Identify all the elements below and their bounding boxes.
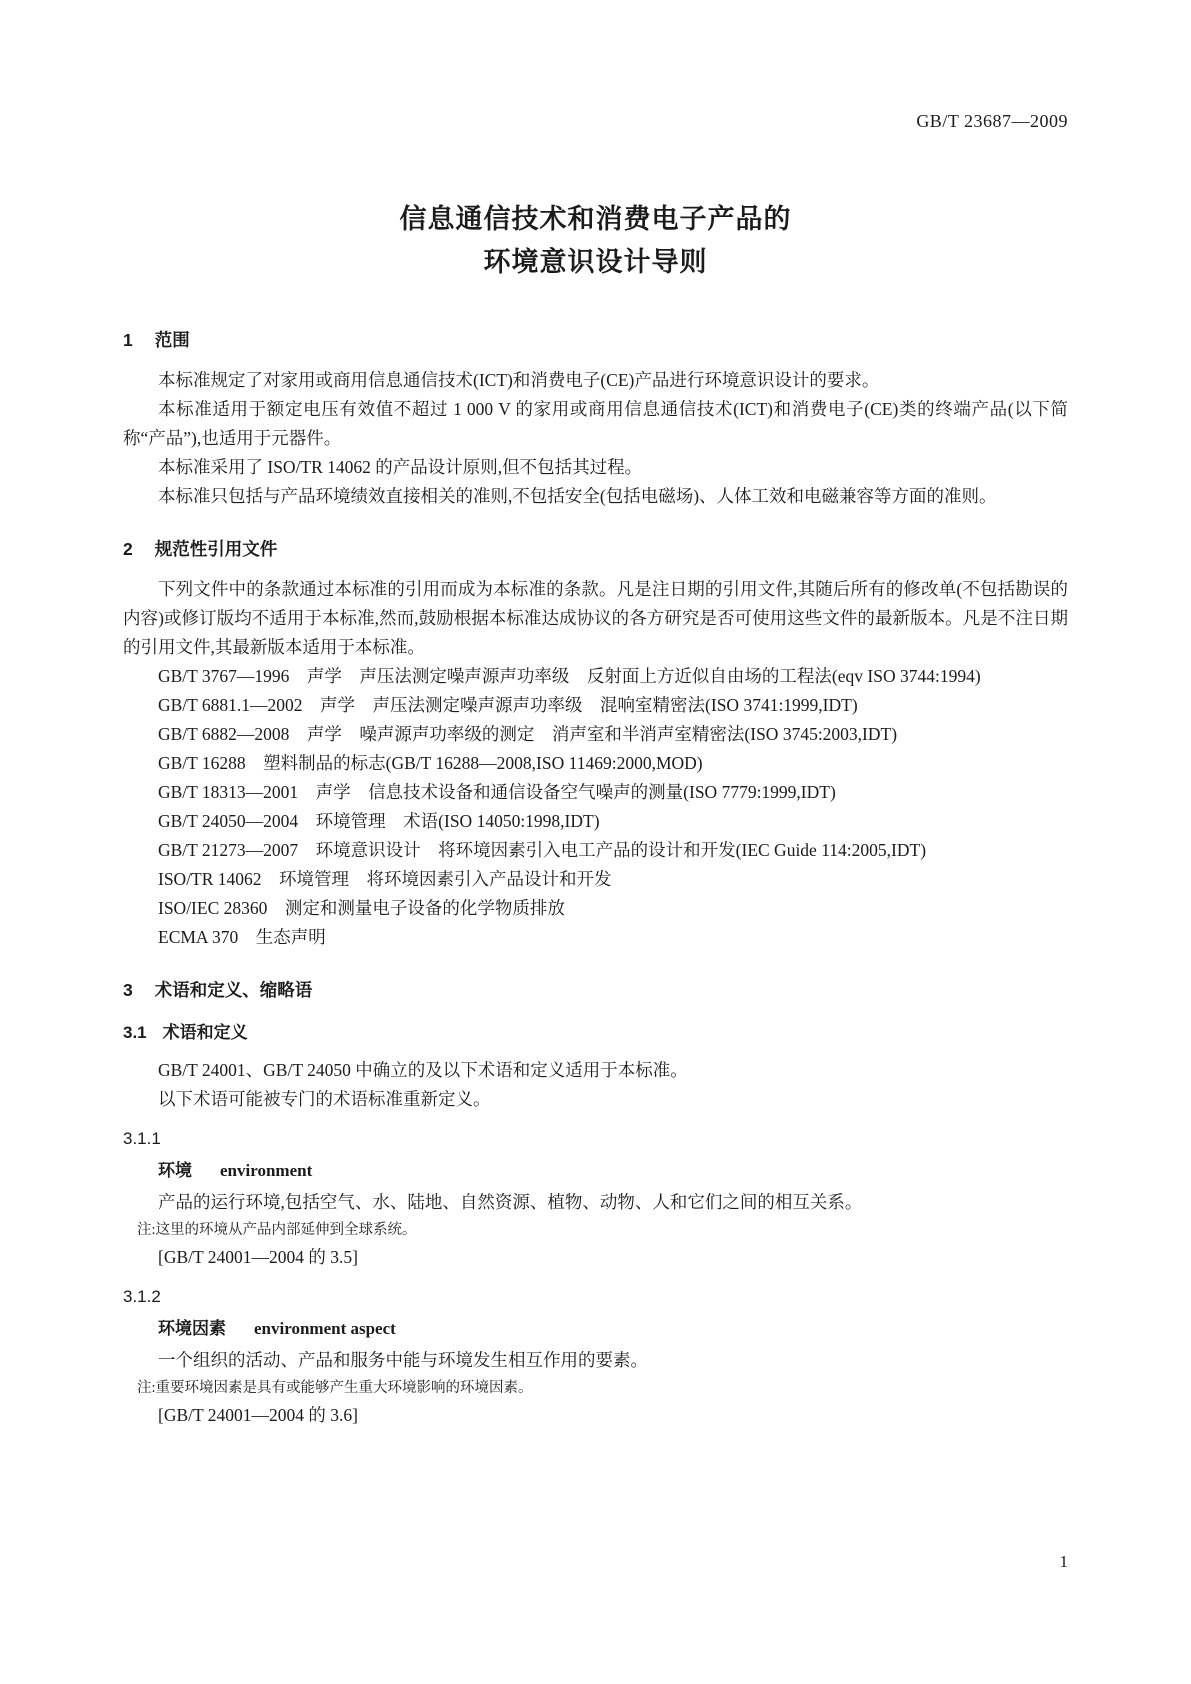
section-1-paragraph: 本标准规定了对家用或商用信息通信技术(ICT)和消费电子(CE)产品进行环境意识设计的要求。 (158, 370, 880, 390)
term-block (123, 1286, 1068, 1430)
section-3-1-number: 3.1 (123, 1023, 147, 1042)
term-title (123, 1316, 1068, 1342)
reference-item: ISO/TR 14062 环境管理 将环境因素引入产品设计和开发 (158, 869, 612, 889)
term-definition: 一个组织的活动、产品和服务中能与环境发生相互作用的要素。 (158, 1350, 648, 1370)
reference-item: GB/T 24050—2004 环境管理 术语(ISO 14050:1998,IDT) (158, 811, 600, 831)
section-2-heading (123, 537, 1068, 561)
doc-title-line2: 环境意识设计导则 (483, 247, 708, 277)
reference-item: ISO/IEC 28360 测定和测量电子设备的化学物质排放 (158, 898, 565, 918)
reference-item: GB/T 18313—2001 声学 信息技术设备和通信设备空气噪声的测量(ISO 7779:1999,IDT) (158, 782, 836, 802)
section-2-number: 2 (123, 539, 133, 559)
section-3-1-paragraph: 以下术语可能被专门的术语标准重新定义。 (158, 1089, 491, 1109)
section-2-title: 规范性引用文件 (154, 539, 278, 559)
section-2-intro: 下列文件中的条款通过本标准的引用而成为本标准的条款。凡是注日期的引用文件,其随后所有的修改单(不包括勘误的内容)或修订版均不适用于本标准,然而,鼓励根据本标准达成协议的各方研究是否可使用这些文件的最新版本。凡是不注日期的引用文件,其最新版本适用于本标准。 (123, 579, 1068, 657)
section-3-title: 术语和定义、缩略语 (154, 980, 313, 1000)
term-note: 注:重要环境因素是具有或能够产生重大环境影响的环境因素。 (137, 1380, 533, 1396)
reference-item: ECMA 370 生态声明 (158, 927, 326, 947)
term-number: 3.1.1 (123, 1129, 161, 1148)
section-1-heading (123, 328, 1068, 352)
term-title-en: environment (220, 1161, 313, 1180)
term-note: 注:这里的环境从产品内部延伸到全球系统。 (137, 1222, 417, 1238)
term-block (123, 1128, 1068, 1272)
doc-code: GB/T 23687—2009 (916, 111, 1068, 131)
section-1-paragraph: 本标准只包括与产品环境绩效直接相关的准则,不包括安全(包括电磁场)、人体工效和电磁兼容等方面的准则。 (158, 486, 997, 506)
section-1-paragraph: 本标准适用于额定电压有效值不超过 1 000 V 的家用或商用信息通信技术(ICT)和消费电子(CE)类的终端产品(以下简称“产品”),也适用于元器件。 (123, 399, 1068, 448)
term-title-en: environment aspect (254, 1319, 396, 1338)
section-3-1-title: 术语和定义 (162, 1023, 248, 1042)
section-3-1-paragraph: GB/T 24001、GB/T 24050 中确立的及以下术语和定义适用于本标准。 (158, 1060, 688, 1080)
section-3-heading (123, 978, 1068, 1002)
term-source-ref: [GB/T 24001—2004 的 3.5] (158, 1247, 358, 1267)
section-1-title: 范围 (154, 330, 190, 350)
section-3-number: 3 (123, 980, 133, 1000)
section-1-number: 1 (123, 330, 133, 350)
reference-item: GB/T 6881.1—2002 声学 声压法测定噪声源声功率级 混响室精密法(ISO 3741:1999,IDT) (158, 695, 858, 715)
term-title (123, 1158, 1068, 1184)
term-title-zh: 环境 (158, 1161, 192, 1180)
reference-item: GB/T 21273—2007 环境意识设计 将环境因素引入电工产品的设计和开发(IEC Guide 114:2005,IDT) (158, 840, 927, 860)
term-source-ref: [GB/T 24001—2004 的 3.6] (158, 1405, 358, 1425)
term-definition: 产品的运行环境,包括空气、水、陆地、自然资源、植物、动物、人和它们之间的相互关系。 (158, 1192, 863, 1212)
page-number: 1 (1059, 1552, 1068, 1571)
doc-title (123, 198, 1068, 284)
term-title-zh: 环境因素 (158, 1319, 226, 1338)
reference-item: GB/T 6882—2008 声学 噪声源声功率级的测定 消声室和半消声室精密法(ISO 3745:2003,IDT) (158, 724, 898, 744)
section-3-1-heading (123, 1022, 1068, 1044)
doc-title-line1: 信息通信技术和消费电子产品的 (399, 204, 792, 234)
reference-item: GB/T 16288 塑料制品的标志(GB/T 16288—2008,ISO 11469:2000,MOD) (158, 753, 703, 773)
section-1-paragraph: 本标准采用了 ISO/TR 14062 的产品设计原则,但不包括其过程。 (158, 457, 643, 477)
reference-item: GB/T 3767—1996 声学 声压法测定噪声源声功率级 反射面上方近似自由场的工程法(eqv ISO 3744:1994) (158, 666, 981, 686)
term-number: 3.1.2 (123, 1287, 161, 1306)
